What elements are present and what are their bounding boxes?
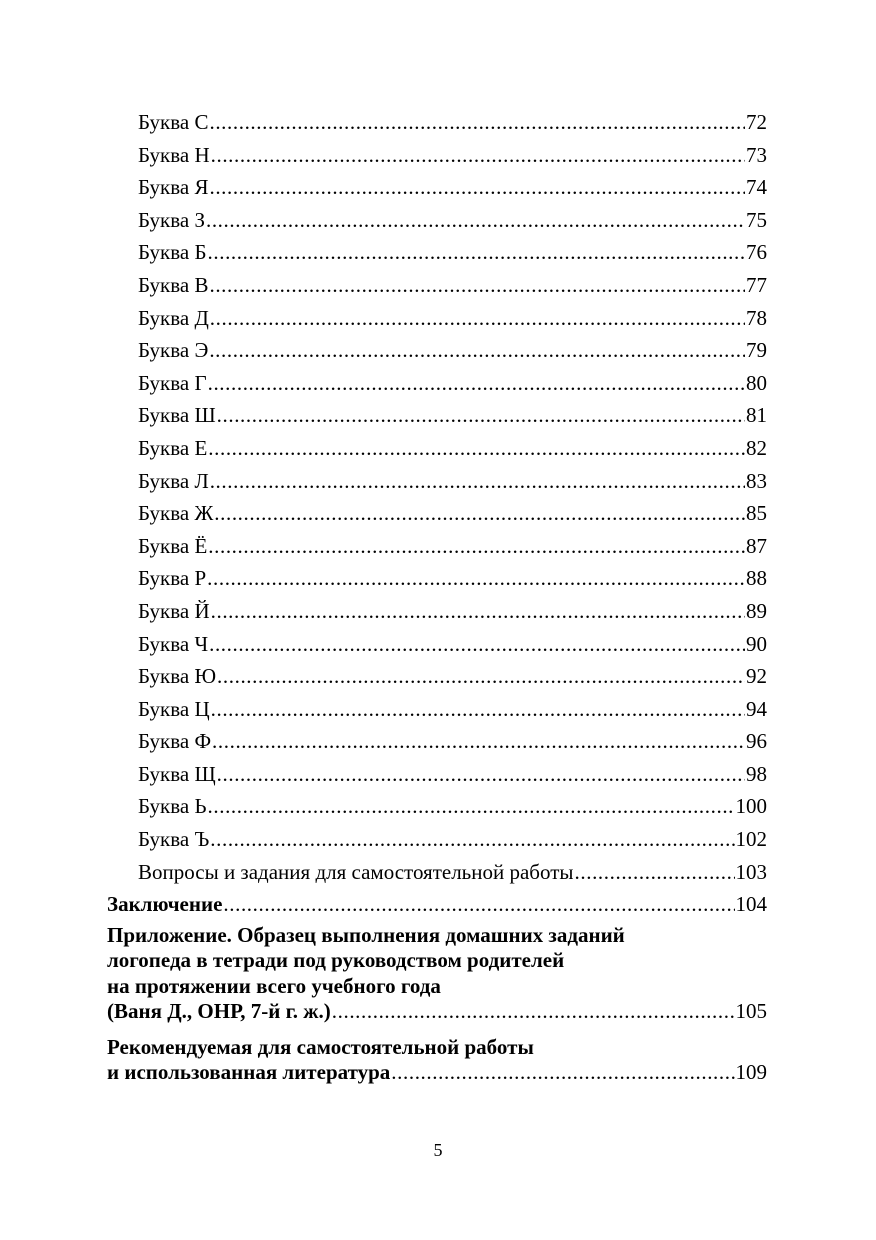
toc-entry-label: логопеда в тетради под руководством родителей xyxy=(107,948,565,973)
toc-entry-page: 109 xyxy=(735,1060,767,1085)
toc-entry-page: 75 xyxy=(746,207,767,232)
toc-entry[interactable] xyxy=(107,660,767,693)
toc-entry[interactable] xyxy=(107,823,767,856)
toc-entry[interactable] xyxy=(107,530,767,563)
dot-leader xyxy=(211,693,745,726)
page-number: 5 xyxy=(433,1140,443,1160)
toc-entry-page: 89 xyxy=(746,598,767,623)
toc-entry-label: Буква Ъ xyxy=(138,827,210,852)
toc-entry[interactable] xyxy=(107,758,767,791)
toc-entry-page: 103 xyxy=(735,859,767,884)
dot-leader xyxy=(209,171,745,204)
dot-leader xyxy=(209,334,745,367)
toc-entry-page: 79 xyxy=(746,338,767,363)
toc-entry[interactable] xyxy=(107,302,767,335)
toc-entry-label: Буква Э xyxy=(138,338,209,363)
toc-entry-conclusion[interactable] xyxy=(107,888,767,921)
toc-entry-label: Буква В xyxy=(138,272,209,297)
dot-leader xyxy=(208,530,745,563)
toc-entry-page: 92 xyxy=(746,664,767,689)
dot-leader xyxy=(210,823,734,856)
toc-entry[interactable] xyxy=(107,204,767,237)
dot-leader xyxy=(223,888,734,921)
table-of-contents xyxy=(107,106,767,1086)
dot-leader xyxy=(211,595,745,628)
toc-entry-label: Буква Ь xyxy=(138,794,207,819)
dot-leader xyxy=(210,302,745,335)
dot-leader xyxy=(210,465,745,498)
toc-entry-page: 76 xyxy=(746,240,767,265)
toc-entry[interactable] xyxy=(107,856,767,889)
dot-leader xyxy=(214,497,745,530)
toc-entry[interactable] xyxy=(107,367,767,400)
dot-leader xyxy=(209,269,745,302)
toc-entry[interactable] xyxy=(107,171,767,204)
dot-leader xyxy=(217,660,745,693)
dot-leader xyxy=(391,1060,734,1086)
toc-letter-list xyxy=(107,106,767,888)
toc-entry-page: 88 xyxy=(746,566,767,591)
toc-entry-page: 73 xyxy=(746,142,767,167)
toc-entry[interactable] xyxy=(107,465,767,498)
toc-entry-page: 96 xyxy=(746,729,767,754)
toc-entry-label: и использованная литература xyxy=(107,1060,391,1085)
toc-entry-page: 78 xyxy=(746,305,767,330)
toc-entry[interactable] xyxy=(107,334,767,367)
toc-entry-page: 90 xyxy=(746,631,767,656)
toc-entry[interactable] xyxy=(107,106,767,139)
toc-entry-label: Приложение. Образец выполнения домашних заданий xyxy=(107,922,625,947)
toc-entry-page: 72 xyxy=(746,110,767,134)
toc-entry-label: Буква Л xyxy=(138,468,209,493)
toc-entry-label: Буква Н xyxy=(138,142,210,167)
toc-entry-page: 74 xyxy=(746,175,767,200)
toc-entry-label: на протяжении всего учебного года xyxy=(107,973,441,998)
toc-entry[interactable] xyxy=(107,269,767,302)
toc-entry[interactable] xyxy=(107,562,767,595)
toc-entry-label: Буква Ч xyxy=(138,631,209,656)
dot-leader xyxy=(217,399,745,432)
toc-entry-label: Буква Ф xyxy=(138,729,212,754)
toc-entry-page: 102 xyxy=(735,827,767,852)
toc-entry[interactable] xyxy=(107,595,767,628)
dot-leader xyxy=(209,106,745,139)
dot-leader xyxy=(212,725,745,758)
toc-entry-label: Буква Б xyxy=(138,240,207,265)
toc-entry-label: (Ваня Д., ОНР, 7-й г. ж.) xyxy=(107,999,331,1024)
toc-entry-page: 83 xyxy=(746,468,767,493)
toc-entry[interactable] xyxy=(107,628,767,661)
toc-entry-label: Буква Й xyxy=(138,598,210,623)
toc-entry-label: Буква Щ xyxy=(138,761,216,786)
toc-entry-label: Буква Г xyxy=(138,370,207,395)
toc-entry-label: Рекомендуемая для самостоятельной работы xyxy=(107,1034,534,1059)
toc-entry-label: Буква Ж xyxy=(138,501,214,526)
toc-entry[interactable] xyxy=(107,399,767,432)
toc-entry-label: Буква Ш xyxy=(138,403,216,428)
dot-leader xyxy=(575,856,735,889)
toc-entry[interactable] xyxy=(107,693,767,726)
toc-entry-label: Заключение xyxy=(107,892,223,917)
dot-leader xyxy=(332,999,735,1025)
toc-entry-label: Буква З xyxy=(138,207,205,232)
dot-leader xyxy=(206,204,745,237)
toc-entry-label: Буква С xyxy=(138,110,209,134)
toc-entry[interactable] xyxy=(107,790,767,823)
toc-entry-page: 82 xyxy=(746,435,767,460)
toc-entry[interactable] xyxy=(107,236,767,269)
toc-entry-page: 94 xyxy=(746,696,767,721)
toc-entry[interactable] xyxy=(107,497,767,530)
toc-entry[interactable] xyxy=(107,432,767,465)
toc-entry-label: Буква Ц xyxy=(138,696,210,721)
toc-entry-label: Буква Ю xyxy=(138,664,217,689)
toc-entry-label: Буква Д xyxy=(138,305,209,330)
dot-leader xyxy=(211,139,745,172)
toc-entry-literature[interactable] xyxy=(107,1035,767,1086)
toc-entry[interactable] xyxy=(107,725,767,758)
toc-entry-label: Вопросы и задания для самостоятельной работы xyxy=(138,859,574,884)
toc-entry-page: 105 xyxy=(735,999,767,1024)
toc-entry-page: 77 xyxy=(746,272,767,297)
toc-entry-page: 87 xyxy=(746,533,767,558)
dot-leader xyxy=(208,790,735,823)
dot-leader xyxy=(209,628,745,661)
toc-entry-label: Буква Я xyxy=(138,175,209,200)
dot-leader xyxy=(208,432,745,465)
dot-leader xyxy=(207,562,745,595)
toc-entry[interactable] xyxy=(107,139,767,172)
toc-entry-page: 100 xyxy=(735,794,767,819)
toc-entry-label: Буква Ё xyxy=(138,533,208,558)
toc-entry-label: Буква Е xyxy=(138,435,208,460)
dot-leader xyxy=(208,236,745,269)
toc-entry-page: 104 xyxy=(735,892,767,917)
toc-entry-page: 85 xyxy=(746,501,767,526)
dot-leader xyxy=(208,367,745,400)
toc-entry-appendix[interactable] xyxy=(107,923,767,1025)
dot-leader xyxy=(217,758,745,791)
toc-entry-page: 80 xyxy=(746,370,767,395)
toc-entry-page: 81 xyxy=(746,403,767,428)
toc-entry-label: Буква Р xyxy=(138,566,207,591)
toc-entry-page: 98 xyxy=(746,761,767,786)
